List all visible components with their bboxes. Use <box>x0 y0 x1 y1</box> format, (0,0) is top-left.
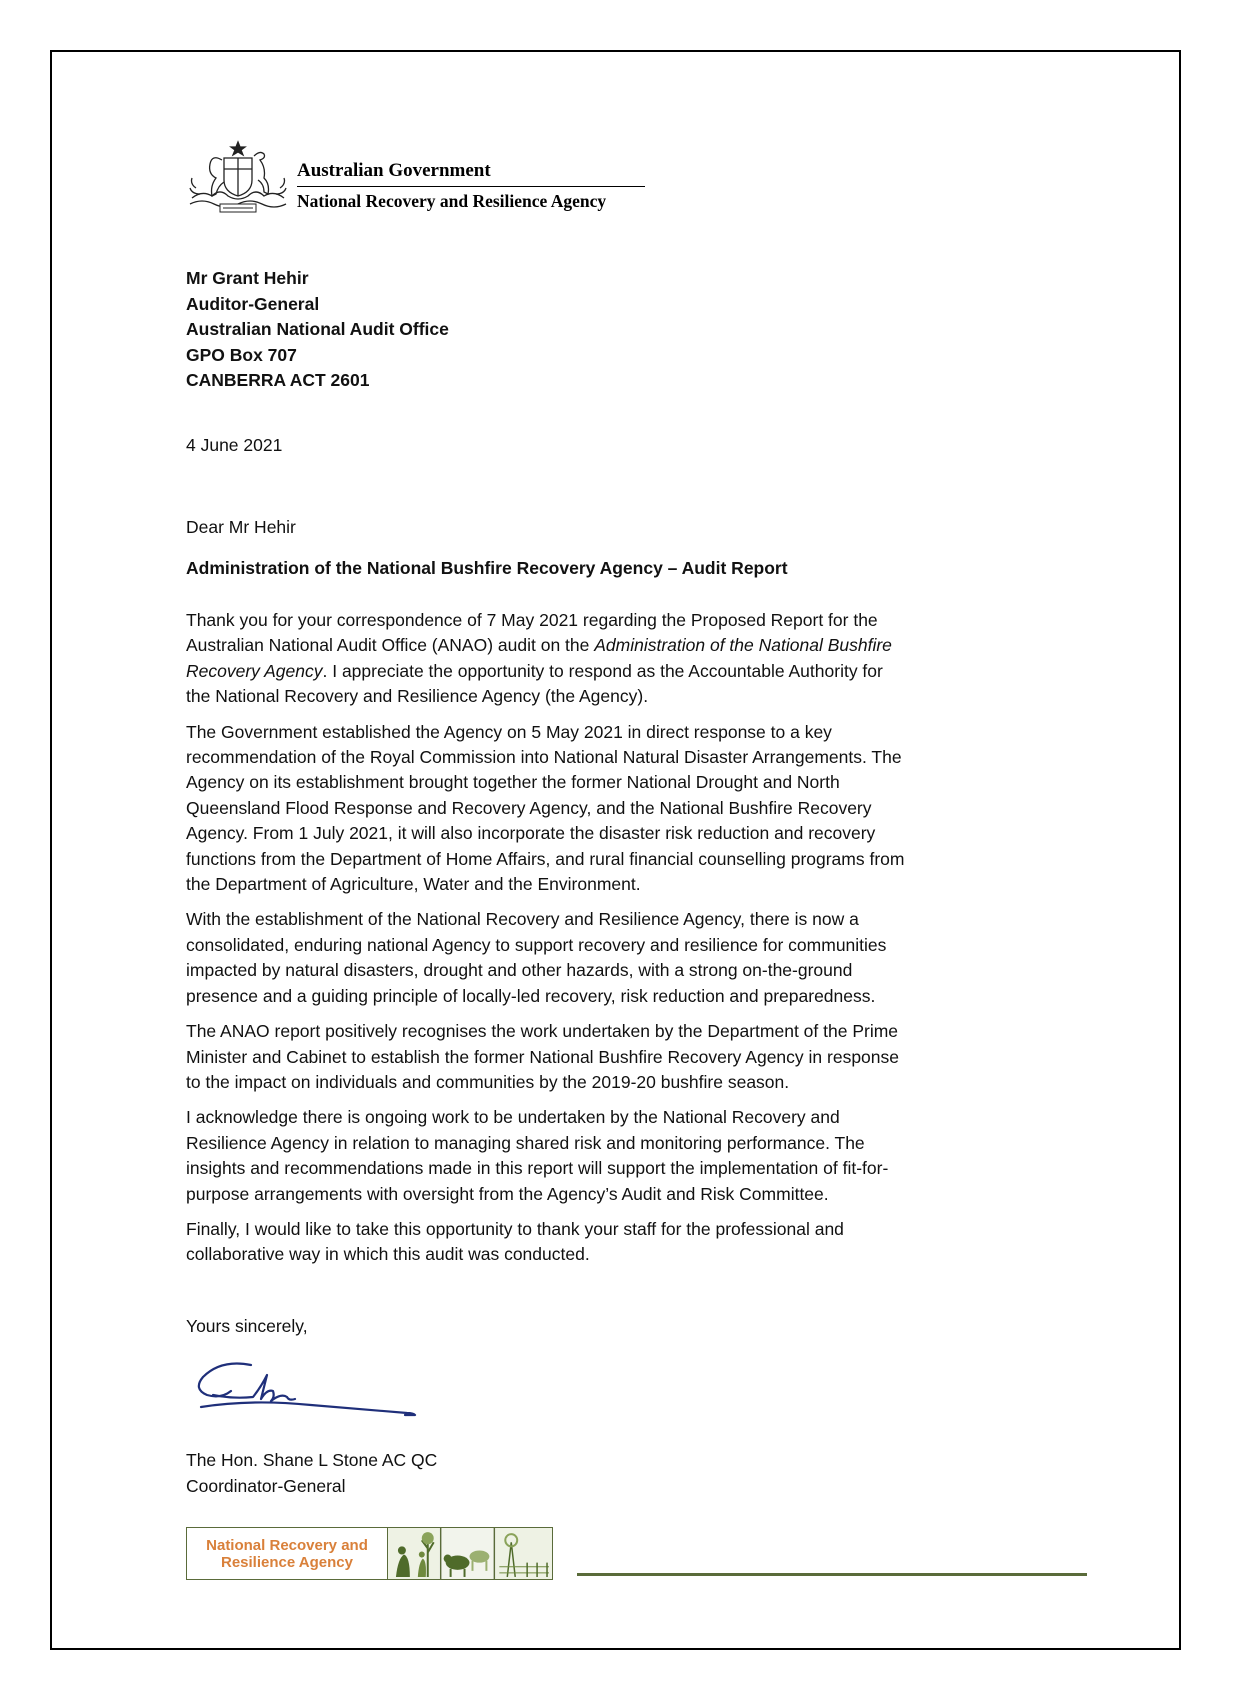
text-line: functions from the Department of Home Affairs, and rural financial counselling programs from <box>186 848 905 869</box>
text-line: Minister and Cabinet to establish the former National Bushfire Recovery Agency in response <box>186 1046 900 1067</box>
letter-body <box>186 608 1056 1278</box>
address-line: Auditor-General <box>186 293 320 314</box>
text-line: insights and recommendations made in this report will support the implementation of fit-for- <box>186 1158 889 1179</box>
text-line: recommendation of the Royal Commission into National Natural Disaster Arrangements. The <box>186 747 902 768</box>
text-line: Finally, I would like to take this opportunity to thank your staff for the professional and <box>186 1218 844 1239</box>
rural-scene-icon <box>388 1528 552 1579</box>
text-line: The ANAO report positively recognises the work undertaken by the Department of the Prime <box>186 1021 899 1042</box>
text-span: Australian National Audit Office (ANAO) audit on the <box>186 635 595 656</box>
recipient-address <box>186 266 449 394</box>
signer-title: Coordinator-General <box>186 1475 346 1496</box>
text-span: . I appreciate the opportunity to respond as the Accountable Authority for <box>322 660 883 681</box>
text-line: Queensland Flood Response and Recovery Agency, and the National Bushfire Recovery <box>186 797 872 818</box>
text-line <box>186 633 1056 658</box>
text-line <box>186 659 1056 684</box>
signer-name: The Hon. Shane L Stone AC QC <box>186 1450 438 1470</box>
text-line: to the impact on individuals and communities by the 2019-20 bushfire season. <box>186 1071 790 1092</box>
coat-of-arms-icon <box>186 138 290 218</box>
paragraph <box>186 907 1056 1009</box>
text-line: the Department of Agriculture, Water and the Environment. <box>186 874 641 895</box>
text-line: I acknowledge there is ongoing work to be undertaken by the National Recovery and <box>186 1107 840 1128</box>
footer-logo-line: Resilience Agency <box>220 1553 353 1571</box>
paragraph <box>186 1105 1056 1207</box>
government-name: Australian Government <box>297 160 491 181</box>
text-line: collaborative way in which this audit was conducted. <box>186 1244 590 1265</box>
paragraph <box>186 1217 1056 1268</box>
closing: Yours sincerely, <box>186 1316 308 1336</box>
text-line: consolidated, enduring national Agency to support recovery and resilience for communities <box>186 934 887 955</box>
text-line: Agency. From 1 July 2021, it will also incorporate the disaster risk reduction and recovery <box>186 823 876 844</box>
footer-logo-line: National Recovery and <box>206 1536 368 1554</box>
signer-block <box>186 1448 437 1499</box>
address-line: CANBERRA ACT 2601 <box>186 370 370 390</box>
address-line: Australian National Audit Office <box>186 319 449 339</box>
text-line: With the establishment of the National Recovery and Resilience Agency, there is now a <box>186 909 859 930</box>
address-line: Mr Grant Hehir <box>186 268 309 288</box>
paragraph <box>186 1019 1056 1095</box>
paragraph <box>186 608 1056 710</box>
report-title-italic: Administration of the National Bushfire <box>594 635 892 656</box>
signature-image <box>193 1355 423 1430</box>
letter-date: 4 June 2021 <box>186 435 283 455</box>
agency-footer-logo <box>186 1527 553 1580</box>
address-line: GPO Box 707 <box>186 344 297 365</box>
subject-line: Administration of the National Bushfire Recovery Agency – Audit Report <box>186 558 788 578</box>
letterhead-divider <box>297 186 645 187</box>
text-line: The Government established the Agency on 5 May 2021 in direct response to a key <box>186 721 832 742</box>
report-title-italic: Recovery Agency <box>186 660 323 681</box>
text-line: Thank you for your correspondence of 7 May 2021 regarding the Proposed Report for the <box>186 610 878 630</box>
text-line: Agency on its establishment brought together the former National Drought and North <box>186 772 840 793</box>
text-line: impacted by natural disasters, drought and other hazards, with a strong on-the-ground <box>186 960 853 981</box>
paragraph <box>186 720 1056 898</box>
text-line: the National Recovery and Resilience Agency (the Agency). <box>186 686 649 707</box>
text-line: presence and a guiding principle of locally-led recovery, risk reduction and preparedness. <box>186 985 876 1006</box>
text-line: Resilience Agency in relation to managing shared risk and monitoring performance. The <box>186 1132 865 1153</box>
agency-name: National Recovery and Resilience Agency <box>297 191 607 211</box>
salutation: Dear Mr Hehir <box>186 517 296 537</box>
text-line: purpose arrangements with oversight from the Agency’s Audit and Risk Committee. <box>186 1183 829 1204</box>
footer-logo-text <box>187 1528 388 1579</box>
footer-divider <box>577 1573 1087 1576</box>
